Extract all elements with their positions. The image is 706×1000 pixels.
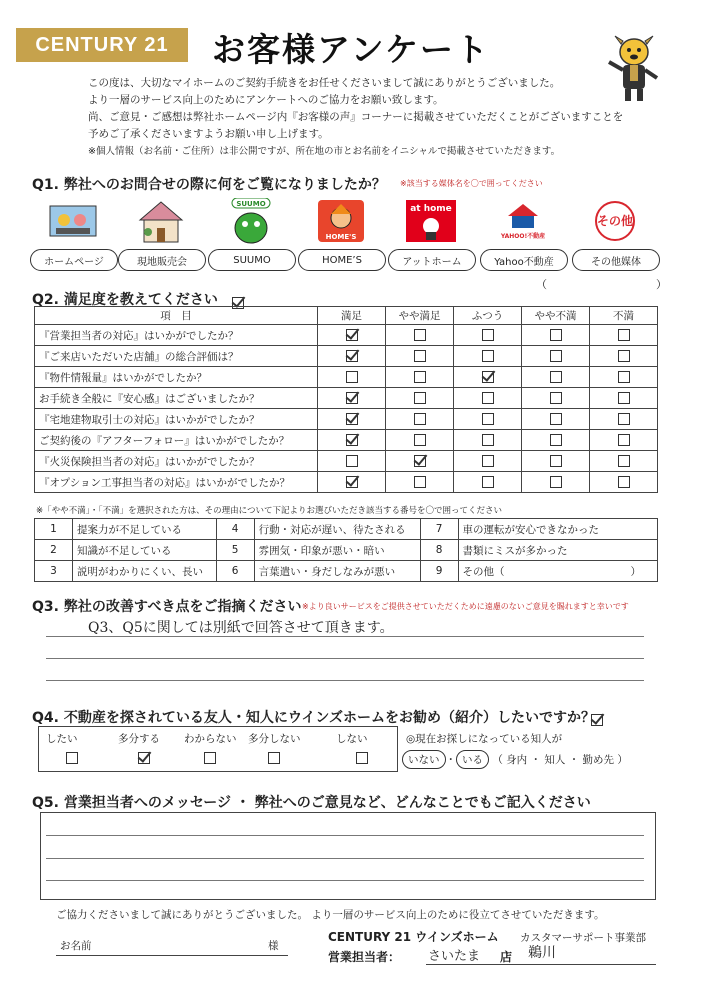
q4-check-mark (591, 714, 603, 726)
other-stamp-icon (588, 198, 642, 244)
table-row (35, 561, 658, 582)
q3-answer[interactable]: Q3、Q5に関しては別紙で回答させて頂きます。 (88, 620, 394, 636)
rating-checkbox[interactable] (482, 434, 494, 446)
q3-title: Q3. 弊社の改善すべき点をご指摘ください (32, 599, 302, 615)
rating-checkbox[interactable] (346, 476, 358, 488)
rating-cell (318, 346, 386, 367)
recommend-option-checkbox[interactable] (66, 752, 78, 764)
reason-number[interactable]: 2 (35, 540, 73, 561)
table-row (35, 367, 658, 388)
reason-number[interactable]: 3 (35, 561, 73, 582)
rating-cell (522, 388, 590, 409)
rating-checkbox[interactable] (618, 455, 630, 467)
rating-cell (522, 409, 590, 430)
rating-checkbox[interactable] (482, 329, 494, 341)
media-label: HOME’S (298, 249, 386, 271)
rating-checkbox[interactable] (618, 371, 630, 383)
row-label: 『ご来店いただいた店舗』の総合評価は？ (35, 346, 318, 367)
rating-checkbox[interactable] (346, 455, 358, 467)
rating-cell (386, 472, 454, 493)
table-row (35, 346, 658, 367)
rating-checkbox[interactable] (482, 350, 494, 362)
reason-number[interactable]: 4 (216, 519, 254, 540)
table-row (35, 451, 658, 472)
recommend-option-label: しない (336, 733, 368, 745)
recommend-option-checkbox[interactable] (204, 752, 216, 764)
rating-checkbox[interactable] (550, 371, 562, 383)
rating-cell (590, 325, 658, 346)
reasons-table (34, 518, 658, 582)
media-label: その他媒体 (572, 249, 660, 271)
rating-checkbox[interactable] (414, 455, 426, 467)
rating-checkbox[interactable] (346, 392, 358, 404)
reason-number[interactable]: 5 (216, 540, 254, 561)
rating-checkbox[interactable] (618, 413, 630, 425)
staff-line (426, 964, 656, 965)
rating-checkbox[interactable] (618, 329, 630, 341)
media-suumo[interactable] (208, 198, 296, 278)
answer-line (46, 880, 644, 881)
table-header-row (35, 307, 658, 325)
media-homepage[interactable] (30, 198, 118, 278)
q4-title: Q4. 不動産を探されている友人・知人にウインズホームをお勧め（紹介）したいですか？ (32, 710, 595, 726)
rating-checkbox[interactable] (346, 350, 358, 362)
store-name: さいたま (428, 949, 481, 964)
department-name: カスタマーサポート事業部 (520, 932, 646, 944)
q5-answer-box[interactable] (40, 812, 656, 900)
q5-title: Q5. 営業担当者へのメッセージ ・ 弊社へのご意見など、どんなことでもご記入ください (32, 795, 591, 811)
rating-cell (454, 388, 522, 409)
page-title: お客様アンケート (212, 30, 491, 69)
recommend-option-checkbox[interactable] (268, 752, 280, 764)
reason-number[interactable]: 6 (216, 561, 254, 582)
reason-text: 書類にミスが多かった (458, 540, 657, 561)
row-label: お手続き全般に『安心感』はございましたか？ (35, 388, 318, 409)
media-athome[interactable] (388, 198, 476, 278)
intro-line: この度は、大切なマイホームのご契約手続きをお任せくださいまして誠にありがとうございました。 (88, 77, 561, 89)
rating-checkbox[interactable] (550, 434, 562, 446)
media-label: ホームページ (30, 249, 118, 271)
media-homes[interactable] (298, 198, 386, 278)
reason-text: 車の運転が安心できなかった (458, 519, 657, 540)
q1-title: Q1. 弊社へのお問合せの際に何をご覧になりましたか？ (32, 177, 386, 193)
other-paren-open: （ (536, 278, 547, 291)
rating-cell (454, 367, 522, 388)
suumo-mascot-icon (224, 198, 278, 244)
rating-checkbox[interactable] (414, 350, 426, 362)
rating-cell (522, 451, 590, 472)
yahoo-realestate-icon (496, 198, 550, 244)
q3-note: ※より良いサービスをご提供させていただくために遠慮のないご意見を賜れますと幸いです (302, 602, 629, 611)
rating-cell (522, 325, 590, 346)
rating-cell (590, 430, 658, 451)
reason-text: 行動・対応が遅い、待たされる (254, 519, 420, 540)
rating-checkbox[interactable] (550, 455, 562, 467)
rating-checkbox[interactable] (414, 413, 426, 425)
row-label: 『オプション工事担当者の対応』はいかがでしたか？ (35, 472, 318, 493)
rating-checkbox[interactable] (618, 392, 630, 404)
rating-checkbox[interactable] (482, 371, 494, 383)
answer-line (46, 835, 644, 836)
homes-logo-text: HOME'S (325, 233, 357, 241)
table-row (35, 430, 658, 451)
rating-cell (454, 409, 522, 430)
rating-cell (318, 451, 386, 472)
sama-label: 様 (268, 940, 279, 952)
century21-logo: CENTURY 21 (16, 28, 188, 62)
row-label: 『物件情報量』はいかがでしたか？ (35, 367, 318, 388)
relation-options: （ 身内 ・ 知人 ・ 勤め先 ） (492, 754, 628, 766)
friend-answer (402, 750, 628, 769)
reason-number[interactable]: 7 (420, 519, 458, 540)
rating-checkbox[interactable] (550, 476, 562, 488)
rating-cell (318, 409, 386, 430)
table-row (35, 519, 658, 540)
media-other[interactable] (572, 198, 660, 278)
rating-checkbox[interactable] (414, 434, 426, 446)
privacy-note: ※個人情報（お名前・ご住所）は非公開ですが、所在地の市とお名前をイニシャルで掲載させていただきます。 (88, 146, 561, 157)
rating-cell (590, 451, 658, 472)
rating-cell (386, 430, 454, 451)
rating-checkbox[interactable] (618, 350, 630, 362)
rating-cell (522, 367, 590, 388)
reason-text: 説明がわかりにくい、長い (73, 561, 217, 582)
table-row (35, 540, 658, 561)
yahoo-logo-text: YAHOO!不動産 (500, 233, 546, 240)
rating-cell (590, 388, 658, 409)
recommend-option-label: わからない (184, 733, 237, 745)
rating-cell (318, 430, 386, 451)
rating-checkbox[interactable] (346, 371, 358, 383)
friend-question: ◎現在お探しになっている知人が (406, 733, 563, 745)
athome-logo-text: at home (410, 204, 452, 214)
header-yaya-fuman: やや不満 (522, 307, 590, 325)
rating-checkbox[interactable] (414, 329, 426, 341)
intro-text (88, 75, 628, 160)
rating-cell (454, 451, 522, 472)
table-row (35, 409, 658, 430)
answer-line (46, 858, 644, 859)
rating-cell (386, 388, 454, 409)
rating-cell (386, 367, 454, 388)
rating-cell (522, 346, 590, 367)
reason-text: その他（ ） (458, 561, 657, 582)
rating-checkbox[interactable] (346, 329, 358, 341)
media-label: Yahoo不動産 (480, 249, 568, 271)
rating-checkbox[interactable] (618, 476, 630, 488)
rating-checkbox[interactable] (550, 413, 562, 425)
rating-cell (386, 346, 454, 367)
reason-text: 雰囲気・印象が悪い・暗い (254, 540, 420, 561)
reasons-note: ※「やや不満」・「不満」を選択された方は、その理由について下記よりお選びいただき該当する番号を〇で囲ってください (36, 506, 502, 516)
rating-cell (454, 430, 522, 451)
rating-checkbox[interactable] (482, 392, 494, 404)
rating-checkbox[interactable] (618, 434, 630, 446)
reason-text: 知識が不足している (73, 540, 217, 561)
inai-option[interactable]: いない (402, 750, 446, 769)
company-name: CENTURY 21 ウインズホーム (328, 930, 499, 944)
rating-cell (522, 430, 590, 451)
rating-checkbox[interactable] (482, 413, 494, 425)
satisfaction-table (34, 306, 658, 493)
rating-cell (318, 472, 386, 493)
rating-cell (386, 409, 454, 430)
separator: ・ (445, 754, 456, 766)
header-manzoku: 満足 (318, 307, 386, 325)
media-label: SUUMO (208, 249, 296, 271)
rating-cell (318, 325, 386, 346)
row-label: 『火災保険担当者の対応』はいかがでしたか？ (35, 451, 318, 472)
name-line (56, 955, 288, 956)
header-item: 項 目 (35, 307, 318, 325)
rating-checkbox[interactable] (414, 371, 426, 383)
rating-cell (590, 409, 658, 430)
media-yahoo[interactable] (480, 198, 568, 278)
rating-cell (454, 346, 522, 367)
q1-note: ※該当する媒体名を〇で囲ってください (400, 179, 543, 188)
staff-label: 営業担当者： (328, 950, 401, 964)
reason-text: 提案力が不足している (73, 519, 217, 540)
intro-line: より一層のサービス向上のためにアンケートへのご協力をお願い致します。 (88, 94, 444, 106)
reason-text: 言葉遣い・身だしなみが悪い (254, 561, 420, 582)
table-row (35, 325, 658, 346)
store-label: 店 (500, 950, 513, 964)
reason-number[interactable]: 9 (420, 561, 458, 582)
intro-line: 尚、ご意見・ご感想は弊社ホームページ内『お客様の声』コーナーに掲載させていただくことがございますことを (88, 111, 624, 123)
rating-cell (318, 388, 386, 409)
header-futsuu: ふつう (454, 307, 522, 325)
rating-checkbox[interactable] (482, 455, 494, 467)
header-yaya-manzoku: やや満足 (386, 307, 454, 325)
intro-line: 予めご了承くださいますようお願い申し上げます。 (88, 128, 329, 140)
staff-name: 鵜川 (528, 945, 556, 961)
table-row (35, 472, 658, 493)
rating-checkbox[interactable] (550, 392, 562, 404)
rating-cell (590, 367, 658, 388)
rating-cell (386, 325, 454, 346)
answer-line (46, 658, 644, 659)
rating-checkbox[interactable] (550, 329, 562, 341)
iru-option[interactable]: いる (456, 750, 489, 769)
media-label: アットホーム (388, 249, 476, 271)
athome-icon (404, 198, 458, 244)
rating-cell (318, 367, 386, 388)
suumo-logo-text: SUUMO (236, 200, 266, 208)
table-row (35, 388, 658, 409)
rating-checkbox[interactable] (346, 413, 358, 425)
media-label: 現地販売会 (118, 249, 206, 271)
rating-cell (454, 325, 522, 346)
reason-number[interactable]: 8 (420, 540, 458, 561)
other-paren-close: ） (656, 278, 667, 291)
q2-title: Q2. 満足度を教えてください (32, 292, 218, 308)
media-open-house[interactable] (118, 198, 206, 278)
other-logo-text: その他 (596, 214, 634, 228)
rating-checkbox[interactable] (414, 392, 426, 404)
recommend-option-label: したい (46, 733, 78, 745)
rating-checkbox[interactable] (482, 476, 494, 488)
thanks-text: ご協力くださいまして誠にありがとうございました。 より一層のサービス向上のために役立てさせていただきます。 (56, 909, 605, 921)
rating-checkbox[interactable] (346, 434, 358, 446)
rating-checkbox[interactable] (414, 476, 426, 488)
recommend-option-checkbox[interactable] (138, 752, 150, 764)
row-label: 『営業担当者の対応』はいかがでしたか？ (35, 325, 318, 346)
recommend-option-label: 多分しない (248, 733, 301, 745)
answer-line (46, 680, 644, 681)
rating-cell (590, 472, 658, 493)
homes-icon (314, 198, 368, 244)
homepage-icon (46, 198, 100, 244)
row-label: ご契約後の『アフターフォロー』はいかがでしたか？ (35, 430, 318, 451)
row-label: 『宅地建物取引士の対応』はいかがでしたか？ (35, 409, 318, 430)
reason-number[interactable]: 1 (35, 519, 73, 540)
header-fuman: 不満 (590, 307, 658, 325)
rating-checkbox[interactable] (550, 350, 562, 362)
rating-cell (590, 346, 658, 367)
name-label: お名前 (60, 940, 92, 952)
recommend-option-label: 多分する (118, 733, 160, 745)
recommend-option-checkbox[interactable] (356, 752, 368, 764)
house-icon (134, 198, 188, 244)
answer-line (46, 636, 644, 637)
rating-cell (386, 451, 454, 472)
rating-cell (454, 472, 522, 493)
rating-cell (522, 472, 590, 493)
